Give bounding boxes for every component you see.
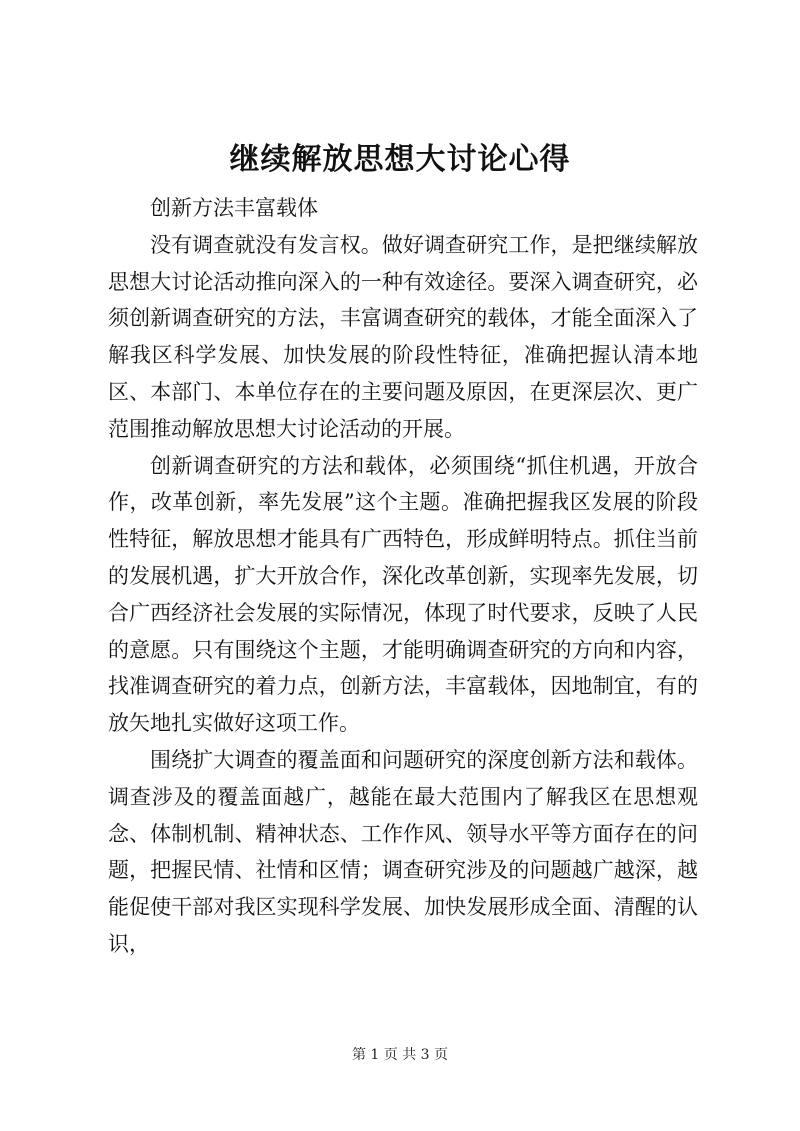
document-title: 继续解放思想大讨论心得 <box>229 142 571 177</box>
paragraph: 创新调查研究的方法和载体，必须围绕“抓住机遇，开放合作，改革创新，率先发展”这个主题。准确把握我区发展的阶段性特征，解放思想才能具有广西特色，形成鲜明特点。抓住当前的发展机遇，扩大开放合作，深化改革创新，实现率先发展，切合广西经济社会发展的实际情况，体现了时代要求，反映了人民的意愿。只有围绕这个主题，才能明确调查研究的方向和内容，找准调查研究的着力点，创新方法，丰富载体，因地制宜，有的放矢地扎实做好这项工作。 <box>108 453 698 736</box>
page-number-footer: 第 1 页 共 3 页 <box>351 1047 449 1063</box>
document-body <box>108 190 698 963</box>
paragraph: 围绕扩大调查的覆盖面和问题研究的深度创新方法和载体。调查涉及的覆盖面越广，越能在最大范围内了解我区在思想观念、体制机制、精神状态、工作作风、领导水平等方面存在的问题，把握民情、社情和区情；调查研究涉及的问题越广越深，越能促使干部对我区实现科学发展、加快发展形成全面、清醒的认识， <box>108 747 698 956</box>
paragraph: 没有调查就没有发言权。做好调查研究工作，是把继续解放思想大讨论活动推向深入的一种有效途径。要深入调查研究，必须创新调查研究的方法，丰富调查研究的载体，才能全面深入了解我区科学发展、加快发展的阶段性特征，准确把握认清本地区、本部门、本单位存在的主要问题及原因，在更深层次、更广范围推动解放思想大讨论活动的开展。 <box>108 232 698 441</box>
section-heading: 创新方法丰富载体 <box>150 196 318 220</box>
